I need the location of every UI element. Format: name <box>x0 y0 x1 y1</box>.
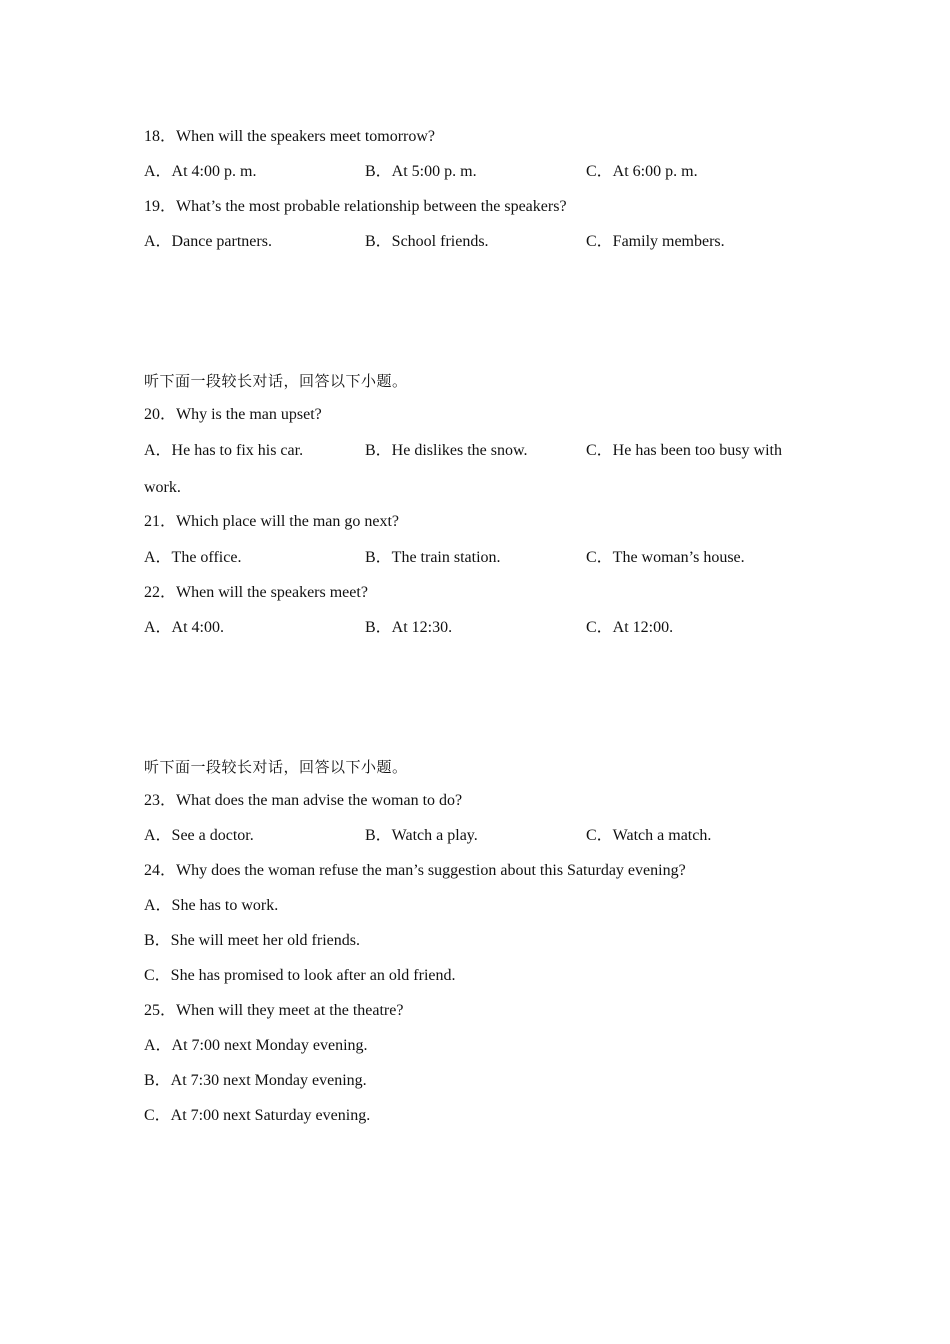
q22-option-a: A．At 4:00. <box>144 619 225 636</box>
q18-option-b: B．At 5:00 p. m. <box>365 163 477 180</box>
q25-option-a: A．At 7:00 next Monday evening. <box>144 1037 368 1054</box>
q20-option-a: A．He has to fix his car. <box>144 442 304 459</box>
q24-option-a: A．She has to work. <box>144 897 279 914</box>
q24-option-c: C．She has promised to look after an old friend. <box>144 967 456 984</box>
q20-option-b: B．He dislikes the snow. <box>365 442 528 459</box>
q23-option-c: C．Watch a match. <box>586 827 712 844</box>
question-21: 21．Which place will the man go next? <box>144 513 400 530</box>
q18-option-c: C．At 6:00 p. m. <box>586 163 698 180</box>
q23-option-b: B．Watch a play. <box>365 827 478 844</box>
q23-option-a: A．See a doctor. <box>144 827 254 844</box>
q20-option-c-continuation: work. <box>144 479 181 496</box>
question-24: 24．Why does the woman refuse the man’s suggestion about this Saturday evening? <box>144 862 686 879</box>
section-instruction-3: 听下面一段较长对话，回答以下小题。 <box>144 758 408 776</box>
q24-option-b: B．She will meet her old friends. <box>144 932 360 949</box>
question-19: 19．What’s the most probable relationship between the speakers? <box>144 198 567 215</box>
q20-option-c: C．He has been too busy with <box>586 442 782 459</box>
q25-option-c: C．At 7:00 next Saturday evening. <box>144 1107 371 1124</box>
q21-option-a: A．The office. <box>144 549 242 566</box>
q19-option-c: C．Family members. <box>586 233 725 250</box>
q22-option-b: B．At 12:30. <box>365 619 453 636</box>
question-23: 23．What does the man advise the woman to do? <box>144 792 463 809</box>
q21-option-b: B．The train station. <box>365 549 501 566</box>
question-25: 25．When will they meet at the theatre? <box>144 1002 404 1019</box>
question-18: 18．When will the speakers meet tomorrow? <box>144 128 436 145</box>
q18-option-a: A．At 4:00 p. m. <box>144 163 257 180</box>
q21-option-c: C．The woman’s house. <box>586 549 745 566</box>
q19-option-b: B．School friends. <box>365 233 489 250</box>
q22-option-c: C．At 12:00. <box>586 619 674 636</box>
question-20: 20．Why is the man upset? <box>144 406 322 423</box>
q19-option-a: A．Dance partners. <box>144 233 272 250</box>
section-instruction-2: 听下面一段较长对话，回答以下小题。 <box>144 372 408 390</box>
q25-option-b: B．At 7:30 next Monday evening. <box>144 1072 367 1089</box>
question-22: 22．When will the speakers meet? <box>144 584 368 601</box>
